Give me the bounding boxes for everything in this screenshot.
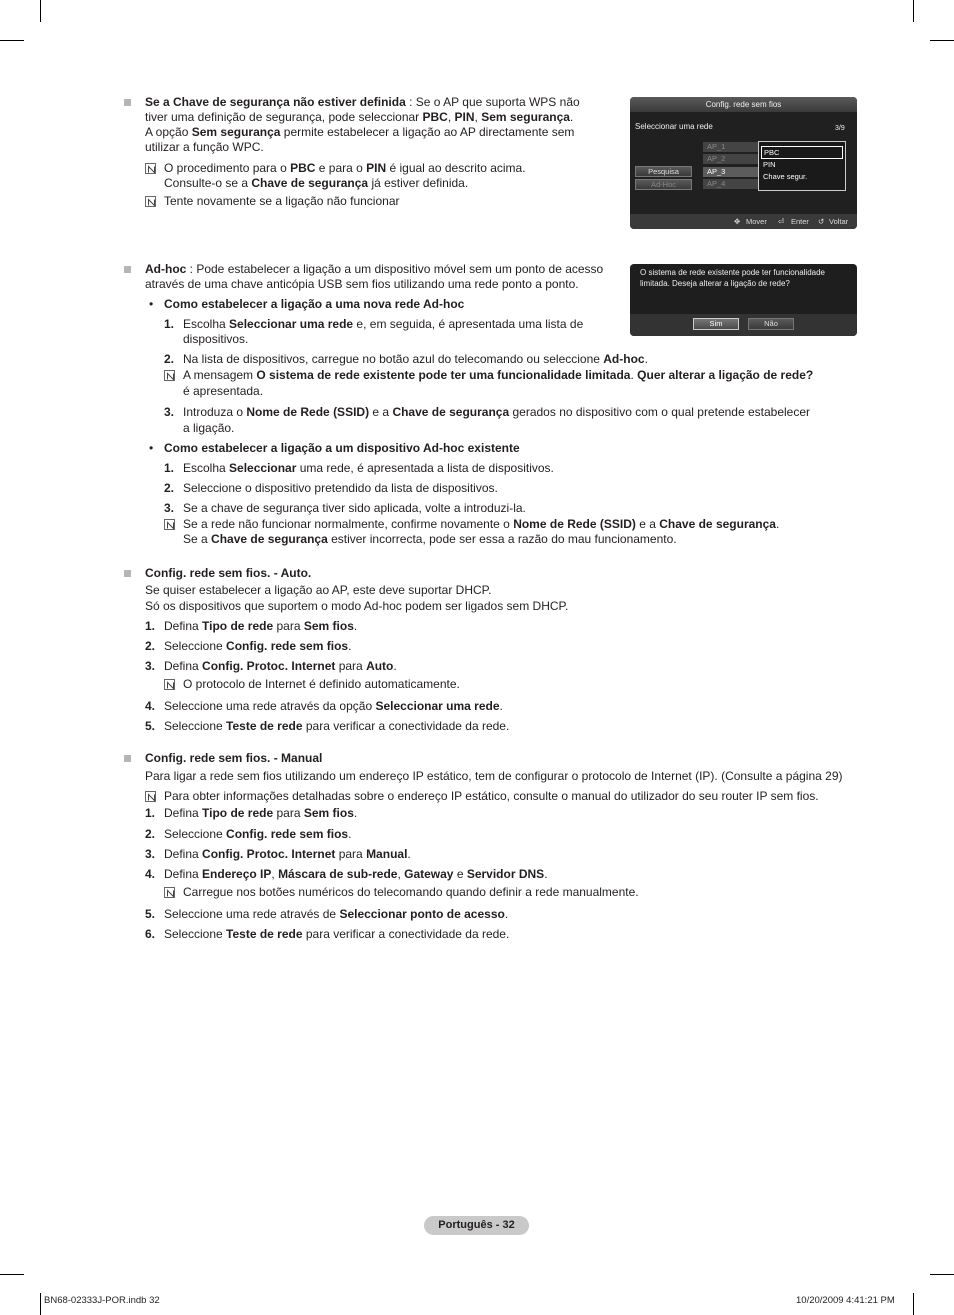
s4-step6: Seleccione Teste de rede para verificar a conectividade da rede. (164, 927, 510, 941)
crop-mark (40, 1293, 41, 1315)
bullet-square-icon (124, 755, 131, 762)
step-number: 1. (164, 317, 175, 331)
s4-step2: Seleccione Config. rede sem fios. (164, 827, 352, 841)
dialog-button-bar (630, 314, 857, 336)
dialog-message-line1: O sistema de rede existente pode ter funcionalidade (640, 268, 826, 277)
step-number: 2. (164, 352, 175, 366)
bullet-square-icon (124, 266, 131, 273)
s3-line1: Se quiser estabelecer a ligação ao AP, este deve suportar DHCP. (145, 583, 492, 597)
s3-step2: Seleccione Config. rede sem fios. (164, 639, 352, 653)
s4-note2: Carregue nos botões numéricos do telecomando quando definir a rede manualmente. (183, 885, 639, 899)
s1-line1: Se a Chave de segurança não estiver definida : Se o AP que suporta WPS não (145, 95, 580, 109)
adhoc-button[interactable]: Ad-Hoc (635, 179, 692, 190)
ap-list-item[interactable]: AP_1 (703, 142, 758, 152)
crop-mark (0, 1274, 24, 1275)
s2-step1: Escolha Seleccionar uma rede e, em seguida, é apresentada uma lista de (183, 317, 584, 331)
search-button[interactable]: Pesquisa (635, 166, 692, 177)
return-label: Voltar (829, 217, 849, 226)
s2-existing-note: Se a rede não funcionar normalmente, confirme novamente o Nome de Rede (SSID) e a Chave de segurança. (183, 517, 780, 531)
step-number: 1. (145, 619, 156, 633)
crop-mark (40, 0, 41, 22)
note-icon (164, 370, 175, 381)
s3-title: Config. rede sem fios. - Auto. (145, 566, 312, 580)
no-button[interactable]: Não (748, 318, 794, 330)
s2-step3-line2: a ligação. (183, 421, 235, 435)
note-icon (145, 196, 156, 207)
s2-step2: Na lista de dispositivos, carregue no botão azul do telecomando ou seleccione Ad-hoc. (183, 352, 648, 366)
s3-line2: Só os dispositivos que suportem o modo Ad-hoc podem ser ligados sem DHCP. (145, 599, 569, 613)
step-number: 2. (145, 827, 156, 841)
bullet-dot: • (149, 441, 154, 455)
page-number-badge: Português - 32 (424, 1216, 529, 1235)
s2-existing-step2: Seleccione o dispositivo pretendido da lista de dispositivos. (183, 481, 498, 495)
bullet-square-icon (124, 570, 131, 577)
s1-note1: O procedimento para o PBC e para o PIN é igual ao descrito acima. (164, 161, 526, 175)
move-icon: ✥ (734, 217, 741, 226)
s4-step4: Defina Endereço IP, Máscara de sub-rede, Gateway e Servidor DNS. (164, 867, 548, 881)
tv-screen-footer (630, 214, 857, 229)
page-indicator: 3/9 (835, 125, 845, 132)
note-icon (145, 163, 156, 174)
step-number: 3. (164, 501, 175, 515)
s3-step5: Seleccione Teste de rede para verificar a conectividade da rede. (164, 719, 510, 733)
note-icon (164, 679, 175, 690)
crop-mark (0, 40, 24, 41)
bullet-dot: • (149, 297, 154, 311)
s4-step3: Defina Config. Protoc. Internet para Manual. (164, 847, 411, 861)
s2-line2: através de uma chave anticópia USB sem fios utilizando uma rede ponto a ponto. (145, 277, 579, 291)
s3-step1: Defina Tipo de rede para Sem fios. (164, 619, 358, 633)
step-number: 3. (145, 659, 156, 673)
s2-existing-step1: Escolha Seleccionar uma rede, é apresentada a lista de dispositivos. (183, 461, 554, 475)
select-network-label: Seleccionar uma rede (635, 122, 713, 131)
crop-mark (913, 1293, 914, 1315)
step-number: 2. (145, 639, 156, 653)
s2-step3: Introduza o Nome de Rede (SSID) e a Chave de segurança gerados no dispositivo com o qual pretende estabelecer (183, 405, 811, 419)
step-number: 4. (145, 699, 156, 713)
tv-screen-network-select (630, 97, 857, 229)
ap-list-item-selected[interactable]: AP_3 (703, 167, 758, 177)
yes-button[interactable]: Sim (693, 318, 739, 330)
crop-mark (930, 1274, 954, 1275)
s3-step3: Defina Config. Protoc. Internet para Auto. (164, 659, 397, 673)
s4-step5: Seleccione uma rede através de Seleccionar ponto de acesso. (164, 907, 509, 921)
move-label: Mover (746, 217, 767, 226)
note-icon (164, 519, 175, 530)
s4-line1: Para ligar a rede sem fios utilizando um endereço IP estático, tem de configurar o protocolo de Internet (IP). (Consulte a página 29) (145, 769, 843, 783)
step-number: 1. (145, 806, 156, 820)
s2-existing-note-line2: Se a Chave de segurança estiver incorrecta, pode ser essa a razão do mau funcionamento. (183, 532, 677, 546)
s1-line3: A opção Sem segurança permite estabelecer a ligação ao AP directamente sem (145, 125, 575, 139)
tv-screen-confirm-dialog (630, 264, 857, 336)
step-number: 3. (164, 405, 175, 419)
s1-note2: Tente novamente se a ligação não funcionar (164, 194, 400, 208)
step-number: 3. (145, 847, 156, 861)
s1-line4: utilizar a função WPC. (145, 140, 264, 154)
s1-note1-line2: Consulte-o se a Chave de segurança já estiver definida. (164, 176, 469, 190)
popup-item-pbc[interactable]: PBC (761, 146, 843, 159)
popup-item-pin[interactable]: PIN (763, 160, 776, 169)
note-icon (164, 887, 175, 898)
s3-note: O protocolo de Internet é definido automaticamente. (183, 677, 460, 691)
ap-list-item[interactable]: AP_2 (703, 154, 758, 164)
ap-list-item[interactable]: AP_4 (703, 179, 758, 189)
s4-step1: Defina Tipo de rede para Sem fios. (164, 806, 358, 820)
s4-note1: Para obter informações detalhadas sobre o endereço IP estático, consulte o manual do utilizador do seu router IP sem fios. (164, 789, 819, 803)
s1-line2: tiver uma definição de segurança, pode seleccionar PBC, PIN, Sem segurança. (145, 110, 574, 124)
s2-note-line2: é apresentada. (183, 384, 264, 398)
s3-step4: Seleccione uma rede através da opção Seleccionar uma rede. (164, 699, 503, 713)
popup-item-security-key[interactable]: Chave segur. (763, 172, 808, 181)
step-number: 1. (164, 461, 175, 475)
s2-note: A mensagem O sistema de rede existente pode ter uma funcionalidade limitada. Quer alterar a ligação de rede? (183, 368, 814, 382)
note-icon (145, 791, 156, 802)
file-slug: BN68-02333J-POR.indb 32 (44, 1295, 160, 1306)
s2-existing-step3: Se a chave de segurança tiver sido aplicada, volte a introduzi-la. (183, 501, 526, 515)
bullet-square-icon (124, 99, 131, 106)
s2-step1-line2: dispositivos. (183, 332, 249, 346)
dialog-message-line2: limitada. Deseja alterar a ligação de rede? (640, 279, 790, 288)
step-number: 5. (145, 907, 156, 921)
step-number: 2. (164, 481, 175, 495)
enter-icon: ⏎ (778, 217, 785, 226)
crop-mark (913, 0, 914, 22)
return-icon: ↺ (818, 217, 825, 226)
s4-title: Config. rede sem fios. - Manual (145, 751, 323, 765)
tv-screen-title: Config. rede sem fios (630, 97, 857, 112)
step-number: 5. (145, 719, 156, 733)
s2-subtitle1: Como estabelecer a ligação a uma nova rede Ad-hoc (164, 297, 465, 311)
s2-line1: Ad-hoc : Pode estabelecer a ligação a um dispositivo móvel sem um ponto de acesso (145, 262, 604, 276)
security-popup (758, 141, 846, 191)
print-date: 10/20/2009 4:41:21 PM (796, 1295, 895, 1306)
s2-subtitle2: Como estabelecer a ligação a um dispositivo Ad-hoc existente (164, 441, 520, 455)
crop-mark (930, 40, 954, 41)
step-number: 4. (145, 867, 156, 881)
enter-label: Enter (791, 217, 809, 226)
step-number: 6. (145, 927, 156, 941)
